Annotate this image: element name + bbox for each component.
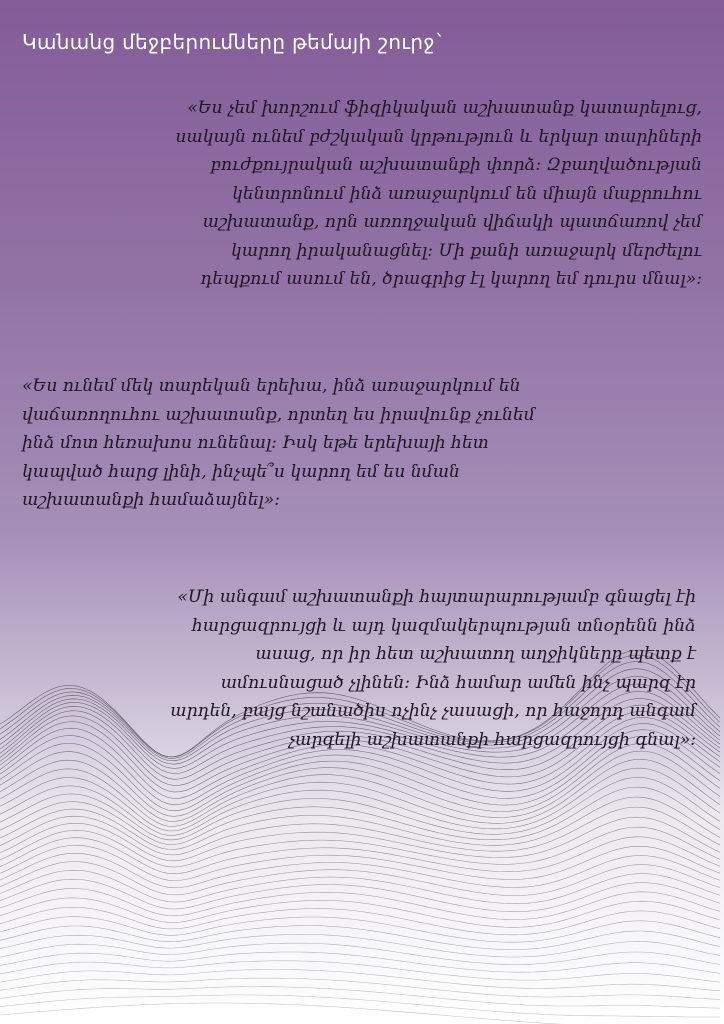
quote-line: ինձ մոտ հեռախոս ունենալ: Իսկ եթե երեխայի հետ [22, 433, 489, 453]
quote-line: հարցազրույցի և այդ կազմակերպության տնօրենն ինձ [191, 615, 696, 636]
wave-line [0, 879, 720, 912]
wave-line [0, 845, 720, 880]
quote-line: կապված հարց լինի, ինչպե՞ս կարող եմ ես նման [22, 461, 460, 482]
wave-line [0, 751, 720, 826]
wave-line [0, 817, 720, 861]
quote-line: կենտրոնում ինձ առաջարկում են միայն մաքրուհու [232, 183, 702, 204]
quote-line: «Ես չեմ խորշում ֆիզիկական աշխատանք կատարելուց, [187, 98, 702, 118]
wave-line [0, 853, 720, 888]
quote-line: սակայն ունեմ բժշկական կրթություն և երկար տարիների [175, 126, 702, 147]
wave-line [0, 995, 720, 1017]
quote-line: ամուսնացած չլինեն: Ինձ համար ամեն ինչ պարզ էր [220, 672, 696, 693]
quote-2 [22, 372, 535, 515]
quote-line: դեպքում ասում են, ծրագրից էլ կարող եմ դուրս մնալ»: [200, 269, 702, 289]
wave-line [0, 787, 720, 844]
wave-line [0, 837, 720, 874]
page-title: Կանանց մեջբերումները թեմայի շուրջ` [22, 30, 446, 54]
wave-line [0, 943, 720, 964]
wave-line [0, 1003, 720, 1024]
wave-line [0, 743, 720, 821]
wave-line [0, 797, 720, 850]
wave-line [0, 888, 720, 919]
quote-line: վաճառողուհու աշխատանք, որտեղ ես իրավունք չունեմ [22, 404, 535, 425]
wave-line [0, 768, 720, 835]
quote-line: բուժքույրական աշխատանքի փորձ: Զբաղվածության [210, 155, 702, 175]
quote-line: «Ես ունեմ մեկ տարեկան երեխա, ինձ առաջարկում են [22, 376, 521, 396]
quote-line: «Մի անգամ աշխատանքի հայտարարությամբ գնացել էի [177, 587, 696, 607]
quote-line: աշխատանք, որն առողջական վիճակի պատճառով չեմ [202, 212, 702, 232]
quote-line: չարգելի աշխատանքի հարցազրույցի գնալ»: [288, 729, 696, 750]
quote-1 [175, 94, 702, 294]
quote-line: արդեն, բայց նշանածիս ոչինչ չասացի, որ հաջորդ անգամ [170, 701, 696, 721]
quote-3 [170, 583, 696, 754]
quote-line: կարող իրականացնել: Մի քանի առաջարկ մերժելու [230, 240, 702, 261]
quote-line: աշխատանքի համաձայնել»: [22, 490, 281, 510]
wave-line [0, 870, 720, 904]
wave-line [0, 827, 720, 867]
quote-line: ասաց, որ իր հետ աշխատող աղջիկները պետք է [255, 644, 696, 664]
